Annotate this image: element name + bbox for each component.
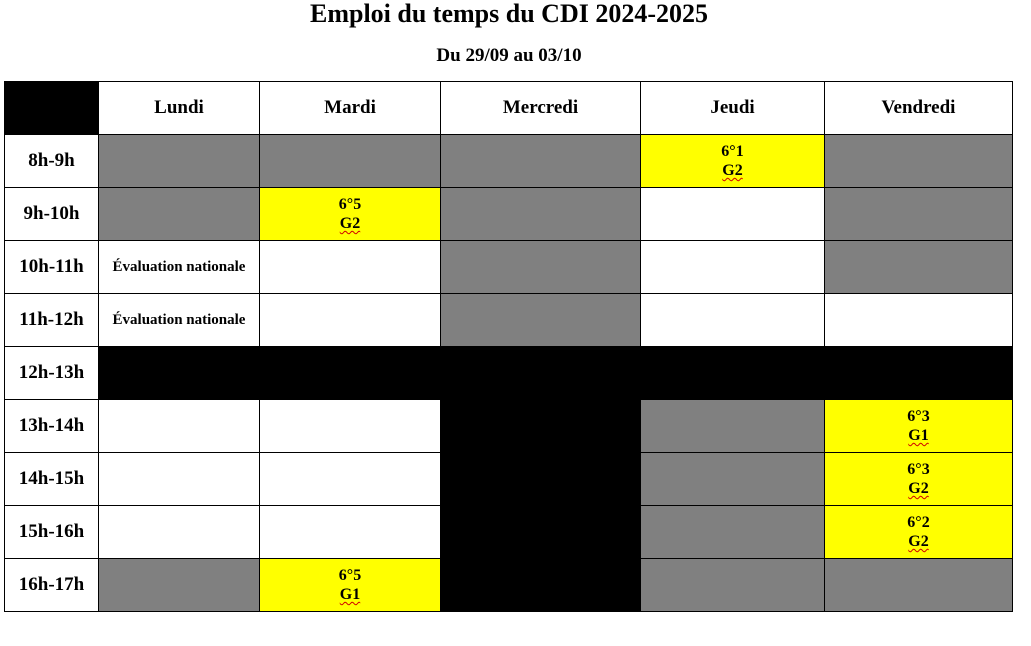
group-label: G2 [722,162,743,179]
timetable-row [5,347,1013,400]
slot-free [99,400,260,453]
slot-booked [260,188,441,241]
group-label: G1 [908,427,929,444]
slot-free [99,506,260,559]
slot-free [260,294,441,347]
slot-unavailable [441,241,641,294]
slot-unavailable [825,241,1013,294]
class-label: 6°1 [721,143,744,160]
slot-unavailable [825,559,1013,612]
time-label: 8h-9h [5,135,99,188]
corner-cell [5,82,99,135]
timetable-row [5,188,1013,241]
group-label: G2 [339,215,361,232]
class-label: 6°5 [338,196,362,213]
slot-closed [825,347,1013,400]
slot-unavailable [260,135,441,188]
group-label: G2 [908,533,929,550]
slot-free [641,188,825,241]
timetable-row [5,294,1013,347]
slot-evaluation: Évaluation nationale [99,294,260,347]
slot-booked [825,453,1013,506]
time-label: 9h-10h [5,188,99,241]
slot-closed [441,559,641,612]
slot-unavailable [441,294,641,347]
group-label: G1 [339,586,361,603]
day-header-vendredi: Vendredi [825,82,1013,135]
time-label: 15h-16h [5,506,99,559]
slot-unavailable [641,506,825,559]
time-label: 16h-17h [5,559,99,612]
slot-booked [825,400,1013,453]
slot-free [260,506,441,559]
slot-free [99,453,260,506]
time-label: 12h-13h [5,347,99,400]
slot-closed [441,506,641,559]
slot-unavailable [99,559,260,612]
day-header-mardi: Mardi [260,82,441,135]
class-label: 6°5 [338,567,362,584]
slot-free [641,241,825,294]
time-label: 10h-11h [5,241,99,294]
slot-evaluation: Évaluation nationale [99,241,260,294]
slot-unavailable [99,135,260,188]
slot-unavailable [441,188,641,241]
page-title: Emploi du temps du CDI 2024-2025 [309,0,708,28]
day-header-mercredi: Mercredi [441,82,641,135]
slot-unavailable [441,135,641,188]
slot-free [260,453,441,506]
group-label: G2 [908,480,929,497]
time-label: 13h-14h [5,400,99,453]
time-label: 11h-12h [5,294,99,347]
time-label: 14h-15h [5,453,99,506]
class-label: 6°3 [907,408,930,425]
day-header-lundi: Lundi [99,82,260,135]
slot-booked [641,135,825,188]
timetable-row [5,400,1013,453]
slot-booked [825,506,1013,559]
slot-closed [441,400,641,453]
slot-free [260,400,441,453]
slot-free [825,294,1013,347]
slot-free [641,294,825,347]
timetable-row [5,135,1013,188]
class-label: 6°3 [907,461,930,478]
slot-booked [260,559,441,612]
day-header-jeudi: Jeudi [641,82,825,135]
slot-closed [260,347,441,400]
timetable-row [5,559,1013,612]
slot-closed [641,347,825,400]
timetable-row [5,241,1013,294]
slot-unavailable [641,453,825,506]
slot-unavailable [825,135,1013,188]
slot-unavailable [641,400,825,453]
slot-free [260,241,441,294]
slot-closed [99,347,260,400]
slot-unavailable [825,188,1013,241]
timetable [4,81,1013,612]
timetable-row [5,453,1013,506]
date-range: Du 29/09 au 03/10 [436,45,582,66]
class-label: 6°2 [907,514,930,531]
slot-closed [441,347,641,400]
slot-closed [441,453,641,506]
slot-unavailable [641,559,825,612]
header-row [5,82,1013,135]
timetable-row [5,506,1013,559]
slot-unavailable [99,188,260,241]
